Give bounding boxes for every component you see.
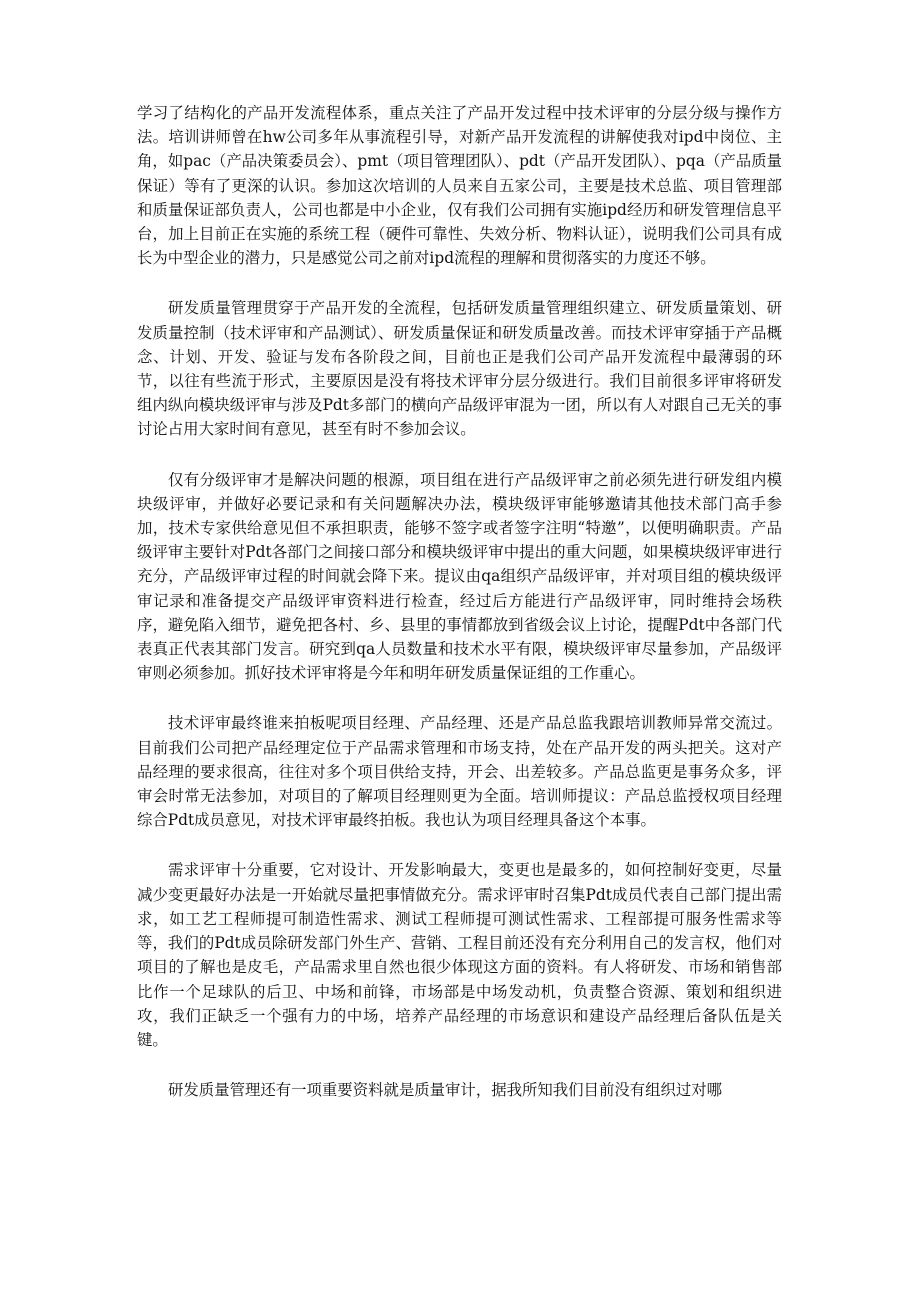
paragraph-3: 仅有分级评审才是解决问题的根源，项目组在进行产品级评审之前必须先进行研发组内模块级评审，并做好必要记录和有关问题解决办法，模块级评审能够邀请其他技术部门高手参加，技术专家供给意见但不承担职责，能够不签字或者签字注明“特邀”，以便明确职责。产品级评审主要针对Pdt各部门之间接口部分和模块级评审中提出的重大问题，如果模块级评审进行充分，产品级评审过程的时间就会降下来。提议由qa组织产品级评审，并对项目组的模块级评审记录和准备提交产品级评审资料进行检查，经过后方能进行产品级评审，同时维持会场秩序，避免陷入细节，避免把各村、乡、县里的事情都放到省级会议上讨论，提醒Pdt中各部门代表真正代表其部门发言。研究到qa人员数量和技术水平有限，模块级评审尽量参加，产品级评审则必须参加。抓好技术评审将是今年和明年研发质量保证组的工作重心。 [137, 470, 782, 683]
paragraph-4: 技术评审最终谁来拍板呢项目经理、产品经理、还是产品总监我跟培训教师异常交流过。目前我们公司把产品经理定位于产品需求管理和市场支持，处在产品开发的两头把关。这对产品经理的要求很高，往往对多个项目供给支持，开会、出差较多。产品总监更是事务众多，评审会时常无法参加，对项目的了解项目经理则更为全面。培训师提议：产品总监授权项目经理综合Pdt成员意见，对技术评审最终拍板。我也认为项目经理具备这个本事。 [137, 714, 782, 830]
paragraph-2: 研发质量管理贯穿于产品开发的全流程，包括研发质量管理组织建立、研发质量策划、研发质量控制（技术评审和产品测试）、研发质量保证和研发质量改善。而技术评审穿插于产品概念、计划、开发、验证与发布各阶段之间，目前也正是我们公司产品开发流程中最薄弱的环节，以往有些流于形式，主要原因是没有将技术评审分层分级进行。我们目前很多评审将研发组内纵向模块级评审与涉及Pdt多部门的横向产品级评审混为一团，所以有人对跟自己无关的事讨论占用大家时间有意见，甚至有时不参加会议。 [137, 299, 782, 439]
document-page [137, 101, 782, 1102]
paragraph-1: 学习了结构化的产品开发流程体系，重点关注了产品开发过程中技术评审的分层分级与操作方法。培训讲师曾在hw公司多年从事流程引导，对新产品开发流程的讲解使我对ipd中岗位、主角，如pac（产品决策委员会）、pmt（项目管理团队）、pdt（产品开发团队）、pqa（产品质量保证）等有了更深的认识。参加这次培训的人员来自五家公司，主要是技术总监、项目管理部和质量保证部负责人，公司也都是中小企业，仅有我们公司拥有实施ipd经历和研发管理信息平台，加上目前正在实施的系统工程（硬件可靠性、失效分析、物料认证），说明我们公司具有成长为中型企业的潜力，只是感觉公司之前对ipd流程的理解和贯彻落实的力度还不够。 [137, 104, 782, 268]
paragraph-6: 研发质量管理还有一项重要资料就是质量审计，据我所知我们目前没有组织过对哪 [168, 1081, 723, 1100]
paragraph-5: 需求评审十分重要，它对设计、开发影响最大，变更也是最多的，如何控制好变更，尽量减少变更最好办法是一开始就尽量把事情做充分。需求评审时召集Pdt成员代表自己部门提出需求，如工艺工程师提可制造性需求、测试工程师提可测试性需求、工程部提可服务性需求等等，我们的Pdt成员除研发部门外生产、营销、工程目前还没有充分利用自己的发言权，他们对项目的了解也是皮毛，产品需求里自然也很少体现这方面的资料。有人将研发、市场和销售部比作一个足球队的后卫、中场和前锋，市场部是中场发动机，负责整合资源、策划和组织进攻，我们正缺乏一个强有力的中场，培养产品经理的市场意识和建设产品经理后备队伍是关键。 [137, 861, 782, 1049]
